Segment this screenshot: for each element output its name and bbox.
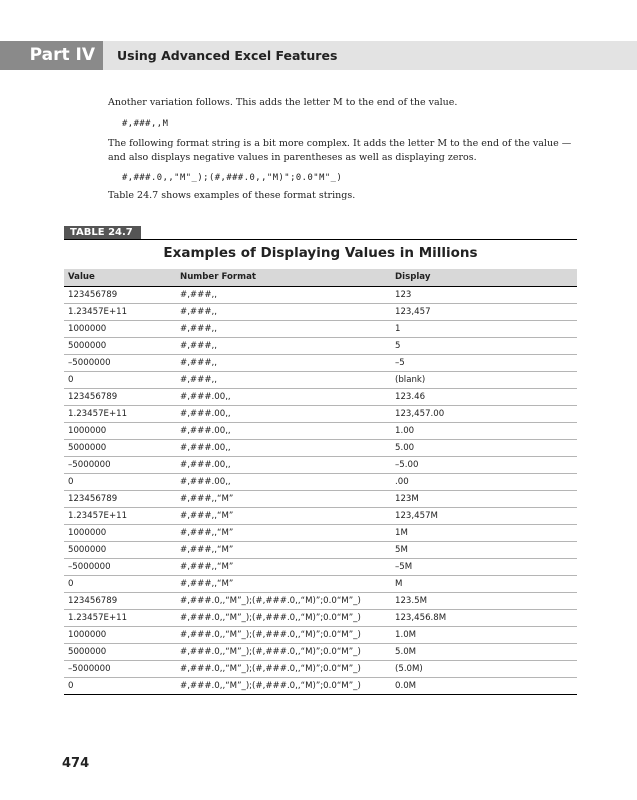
cell-value: 123456789 (68, 392, 118, 402)
cell-display: 1 (395, 324, 401, 334)
cell-number-format: #,###,, (180, 290, 217, 300)
code-format-1: #,###,,M (122, 119, 169, 129)
cell-value: 1.23457E+11 (68, 307, 128, 317)
cell-number-format: #,###.0,,“M”_);(#,###.0,,“M)”;0.0“M”_) (180, 630, 361, 640)
cell-value: 1.23457E+11 (68, 511, 128, 521)
cell-number-format: #,###.00,, (180, 409, 231, 419)
cell-number-format: #,###.0,,“M”_);(#,###.0,,“M)”;0.0“M”_) (180, 681, 361, 691)
table-row (64, 321, 577, 338)
cell-display: –5M (395, 562, 413, 572)
cell-value: 123456789 (68, 494, 118, 504)
table-row (64, 406, 577, 423)
cell-display: 123,456.8M (395, 613, 447, 623)
cell-display: .00 (395, 477, 409, 487)
cell-value: –5000000 (68, 664, 111, 674)
cell-display: (5.0M) (395, 664, 423, 674)
cell-value: 0 (68, 375, 74, 385)
table-row (64, 593, 577, 610)
table-row (64, 627, 577, 644)
cell-display: 1.00 (395, 426, 415, 436)
cell-display: 123,457 (395, 307, 431, 317)
cell-value: 123456789 (68, 290, 118, 300)
cell-number-format: #,###,, (180, 375, 217, 385)
header-value: Value (68, 272, 95, 282)
table-row (64, 525, 577, 542)
cell-display: 1M (395, 528, 408, 538)
cell-number-format: #,###,,“M” (180, 562, 234, 572)
code-format-2: #,###.0,,"M"_);(#,###.0,,"M)";0.0"M"_) (122, 173, 343, 183)
paragraph-complex: The following format string is a bit more complex. It adds the letter M to the end of the value — and also displays negative values in parentheses as well as displaying zeros. (108, 138, 572, 163)
table-header-row (64, 269, 577, 286)
cell-display: (blank) (395, 375, 426, 385)
cell-display: 123 (395, 290, 412, 300)
cell-number-format: #,###.00,, (180, 443, 231, 453)
part-label: Part IV (0, 41, 103, 70)
cell-display: 5 (395, 341, 401, 351)
cell-value: 123456789 (68, 596, 118, 606)
table-top-rule (64, 239, 577, 240)
paragraph-intro: Another variation follows. This adds the letter M to the end of the value. (108, 97, 458, 108)
cell-value: 1000000 (68, 324, 107, 334)
cell-number-format: #,###.00,, (180, 392, 231, 402)
table-body (64, 287, 577, 695)
chapter-title: Using Advanced Excel Features (117, 48, 338, 63)
cell-value: 0 (68, 477, 74, 487)
cell-number-format: #,###.0,,“M”_);(#,###.0,,“M)”;0.0“M”_) (180, 596, 361, 606)
cell-display: 123M (395, 494, 419, 504)
table-row (64, 474, 577, 491)
cell-number-format: #,###.00,, (180, 477, 231, 487)
cell-display: 123.5M (395, 596, 428, 606)
cell-display: 123,457M (395, 511, 438, 521)
table-row (64, 457, 577, 474)
cell-number-format: #,###,, (180, 307, 217, 317)
cell-value: 0 (68, 579, 74, 589)
cell-value: 1000000 (68, 630, 107, 640)
cell-display: 5M (395, 545, 408, 555)
cell-display: 0.0M (395, 681, 417, 691)
cell-display: –5.00 (395, 460, 419, 470)
cell-value: –5000000 (68, 562, 111, 572)
cell-value: 5000000 (68, 341, 107, 351)
cell-display: 1.0M (395, 630, 417, 640)
cell-value: 1000000 (68, 528, 107, 538)
cell-display: 5.00 (395, 443, 415, 453)
cell-number-format: #,###,,“M” (180, 494, 234, 504)
cell-number-format: #,###,, (180, 358, 217, 368)
cell-value: 5000000 (68, 647, 107, 657)
cell-number-format: #,###,, (180, 341, 217, 351)
table-label: TABLE 24.7 (64, 226, 141, 240)
table-row (64, 576, 577, 593)
cell-number-format: #,###.0,,“M”_);(#,###.0,,“M)”;0.0“M”_) (180, 647, 361, 657)
table-row (64, 542, 577, 559)
table-row (64, 491, 577, 508)
cell-number-format: #,###.00,, (180, 426, 231, 436)
cell-number-format: #,###,,“M” (180, 528, 234, 538)
cell-number-format: #,###,,“M” (180, 545, 234, 555)
table-row (64, 559, 577, 576)
table-row (64, 661, 577, 678)
table-row (64, 304, 577, 321)
cell-number-format: #,###.00,, (180, 460, 231, 470)
cell-value: 5000000 (68, 545, 107, 555)
table-row (64, 423, 577, 440)
cell-value: 1000000 (68, 426, 107, 436)
cell-number-format: #,###.0,,“M”_);(#,###.0,,“M)”;0.0“M”_) (180, 664, 361, 674)
cell-display: 123,457.00 (395, 409, 445, 419)
header-number-format: Number Format (180, 272, 257, 282)
table-title: Examples of Displaying Values in Millions (163, 245, 478, 261)
cell-display: 123.46 (395, 392, 426, 402)
cell-number-format: #,###,,“M” (180, 579, 234, 589)
cell-number-format: #,###.0,,“M”_);(#,###.0,,“M)”;0.0“M”_) (180, 613, 361, 623)
cell-display: –5 (395, 358, 405, 368)
cell-value: –5000000 (68, 358, 111, 368)
cell-display: 5.0M (395, 647, 417, 657)
page-number: 474 (62, 756, 90, 771)
paragraph-table-ref: Table 24.7 shows examples of these format strings. (108, 190, 356, 201)
table-row (64, 508, 577, 525)
table-row (64, 372, 577, 389)
cell-number-format: #,###,,“M” (180, 511, 234, 521)
table-row (64, 610, 577, 627)
cell-display: M (395, 579, 403, 589)
table-row (64, 644, 577, 661)
cell-value: –5000000 (68, 460, 111, 470)
table-row (64, 287, 577, 304)
table-row (64, 338, 577, 355)
cell-value: 1.23457E+11 (68, 613, 128, 623)
table-row (64, 355, 577, 372)
header-display: Display (395, 272, 431, 282)
table-row (64, 389, 577, 406)
table-row (64, 678, 577, 695)
table-row (64, 440, 577, 457)
cell-value: 1.23457E+11 (68, 409, 128, 419)
cell-value: 5000000 (68, 443, 107, 453)
cell-number-format: #,###,, (180, 324, 217, 334)
cell-value: 0 (68, 681, 74, 691)
